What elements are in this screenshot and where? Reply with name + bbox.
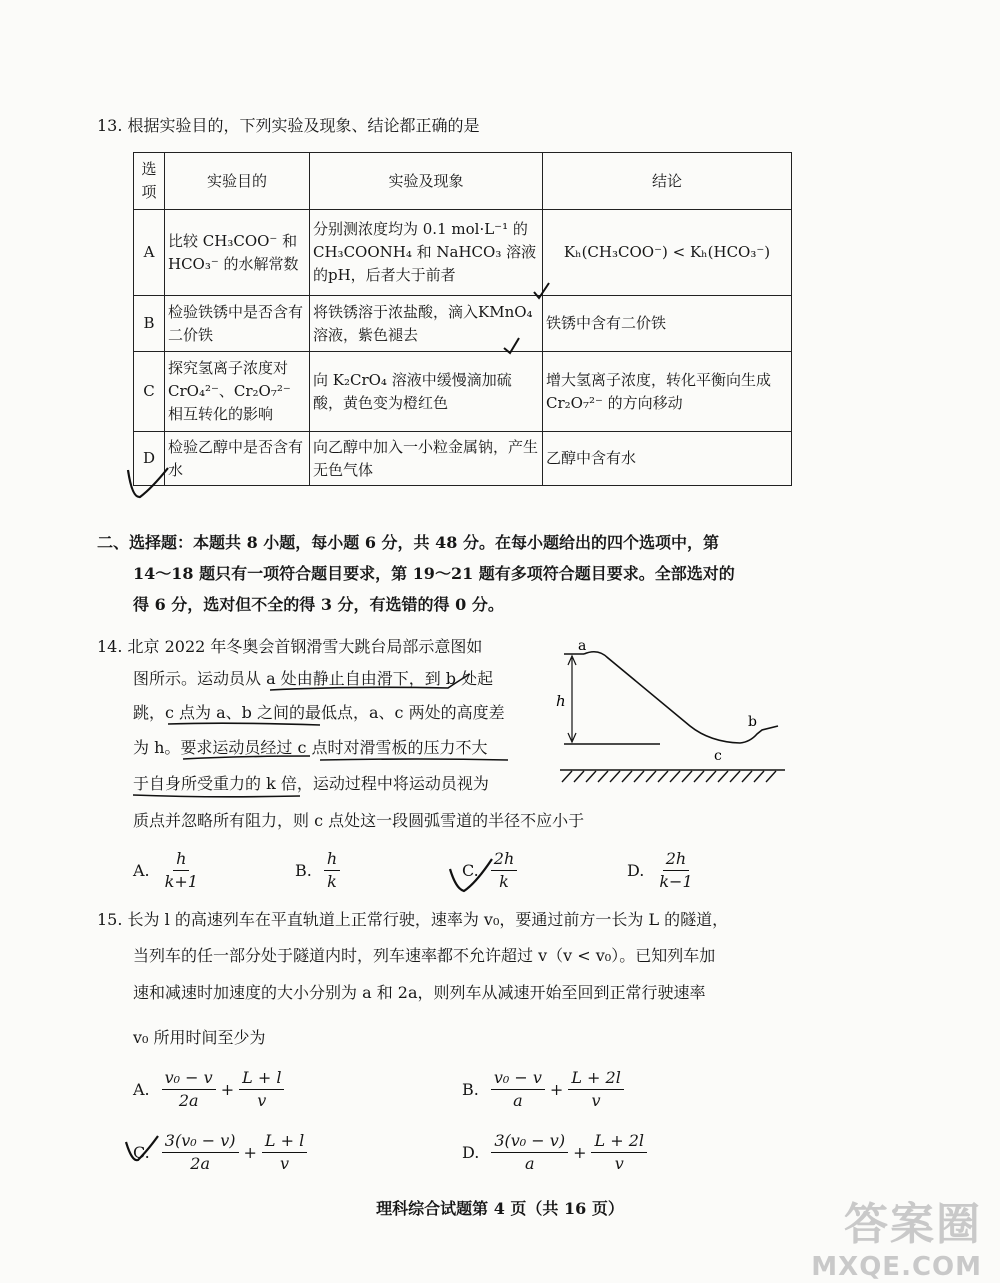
option-fraction-1: $\frac{\text{3(v₀ − v)}}{a}$ (491, 1130, 568, 1175)
row-conclusion: 乙醇中含有水 (543, 432, 792, 486)
row-conclusion: 铁锈中含有二价铁 (543, 296, 792, 352)
option-fraction: $\frac{2h}{k-1}$ (659, 849, 693, 891)
plus-sign: + (573, 1143, 587, 1162)
row-phenomenon: 向 K₂CrO₄ 溶液中缓慢滴加硫酸，黄色变为橙红色 (310, 352, 543, 432)
option-label: D. (627, 861, 645, 880)
q14-line-2: 图所示。运动员从 a 处由静止自由滑下，到 b 处起 (133, 669, 494, 688)
row-option: D (134, 432, 165, 486)
q15-line-2: 当列车的任一部分处于隧道内时，列车速率都不允许超过 v（v < v₀）。已知列车加 (133, 946, 716, 965)
row-option: C (134, 352, 165, 432)
option-label: D. (462, 1143, 480, 1162)
option-fraction-1: $\frac{\text{v₀ − v}}{a}$ (491, 1067, 545, 1112)
watermark-small: MXQE.COM (811, 1252, 982, 1282)
plus-sign: + (549, 1080, 564, 1099)
row-purpose: 检验铁锈中是否含有二价铁 (165, 296, 310, 352)
q14-line-3: 跳，c 点为 a、b 之间的最低点，a、c 两处的高度差 (133, 703, 505, 722)
option-fraction: $\frac{h}{k}$ (324, 848, 340, 893)
option-label: A. (133, 1080, 150, 1099)
q15-option-a[interactable] (133, 1067, 286, 1112)
option-fraction: $\frac{2h}{k}$ (491, 848, 517, 893)
row-phenomenon: 向乙醇中加入一小粒金属钠，产生无色气体 (310, 432, 543, 486)
q15-line-4: v₀ 所用时间至少为 (133, 1028, 266, 1047)
q15-option-b[interactable] (462, 1067, 626, 1112)
option-label: B. (462, 1080, 479, 1099)
handwritten-check-c15-icon (122, 1130, 162, 1170)
option-fraction-2: $\frac{L + 2l}{v}$ (591, 1130, 647, 1175)
row-option: B (134, 296, 165, 352)
option-label: C. (462, 861, 479, 880)
watermark-big: 答案圈 (844, 1199, 982, 1250)
q15-line-1: 15. 长为 l 的高速列车在平直轨道上正常行驶，速率为 v₀，要通过前方一长为 L 的隧道， (97, 910, 729, 929)
row-conclusion: Kₕ(CH₃COO⁻) < Kₕ(HCO₃⁻) (543, 210, 792, 296)
row-purpose: 检验乙醇中是否含有水 (165, 432, 310, 486)
label-h: h (556, 692, 566, 710)
q14-line-1: 14. 北京 2022 年冬奥会首钢滑雪大跳台局部示意图如 (97, 637, 483, 656)
option-fraction-1: $\frac{\text{3(v₀ − v)}}{2a}$ (162, 1130, 239, 1175)
q14-line-6: 质点并忽略所有阻力，则 c 点处这一段圆弧雪道的半径不应小于 (133, 811, 585, 830)
q13-stem: 13. 根据实验目的，下列实验及现象、结论都正确的是 (97, 116, 480, 135)
header-conclusion: 结论 (543, 153, 792, 210)
header-purpose: 实验目的 (165, 153, 310, 210)
option-fraction-2: $\frac{L + l}{v}$ (262, 1130, 307, 1175)
q14-option-a[interactable] (133, 848, 203, 893)
ground-hatch (562, 771, 776, 782)
header-phenomenon: 实验及现象 (310, 153, 543, 210)
plus-sign: + (243, 1143, 257, 1162)
handwritten-check-c-icon (446, 855, 496, 900)
row-phenomenon: 将铁锈溶于浓盐酸，滴入KMnO₄溶液，紫色褪去 (310, 296, 543, 352)
q15-option-d[interactable] (462, 1130, 649, 1175)
section2-line-2: 14～18 题只有一项符合题目要求，第 19～21 题有多项符合题目要求。全部选对的 (133, 564, 735, 583)
q14-option-d[interactable] (627, 848, 698, 893)
watermark-logo (811, 1188, 982, 1282)
section2-line-1: 二、选择题：本题共 8 小题，每小题 6 分，共 48 分。在每小题给出的四个选项中，第 (97, 533, 719, 552)
option-label: B. (295, 861, 312, 880)
option-label: A. (133, 861, 150, 880)
header-option: 选项 (134, 153, 165, 210)
row-conclusion: 增大氢离子浓度，转化平衡向生成 Cr₂O₇²⁻ 的方向移动 (543, 352, 792, 432)
handwritten-underlines-icon (0, 0, 560, 810)
q14-option-b[interactable] (295, 848, 342, 893)
ski-jump-figure (550, 638, 790, 788)
option-fraction-2: $\frac{L + 2l}{v}$ (568, 1067, 624, 1112)
q14-line-4: 为 h。要求运动员经过 c 点时对滑雪板的压力不大 (133, 738, 488, 757)
label-c: c (714, 748, 722, 764)
row-purpose: 探究氢离子浓度对 CrO₄²⁻、Cr₂O₇²⁻ 相互转化的影响 (165, 352, 310, 432)
option-fraction-2: $\frac{L + l}{v}$ (239, 1067, 284, 1112)
q14-line-5: 于自身所受重力的 k 倍，运动过程中将运动员视为 (133, 774, 489, 793)
label-b: b (748, 714, 757, 730)
q15-line-3: 速和减速时加速度的大小分别为 a 和 2a，则列车从减速开始至回到正常行驶速率 (133, 983, 706, 1002)
option-fraction-1: $\frac{\text{v₀ − v}}{2a}$ (162, 1067, 216, 1112)
page-footer: 理科综合试题第 4 页（共 16 页） (376, 1199, 624, 1218)
option-fraction: $\frac{h}{k+1}$ (164, 849, 198, 891)
row-phenomenon: 分别测浓度均为 0.1 mol·L⁻¹ 的 CH₃COONH₄ 和 NaHCO₃ 溶液的pH，后者大于前者 (310, 210, 543, 296)
section2-line-3: 得 6 分，选对但不全的得 3 分，有选错的得 0 分。 (133, 595, 504, 614)
label-a: a (578, 638, 587, 654)
row-purpose: 比较 CH₃COO⁻ 和 HCO₃⁻ 的水解常数 (165, 210, 310, 296)
plus-sign: + (220, 1080, 235, 1099)
row-option: A (134, 210, 165, 296)
option-label: C. (133, 1143, 150, 1162)
